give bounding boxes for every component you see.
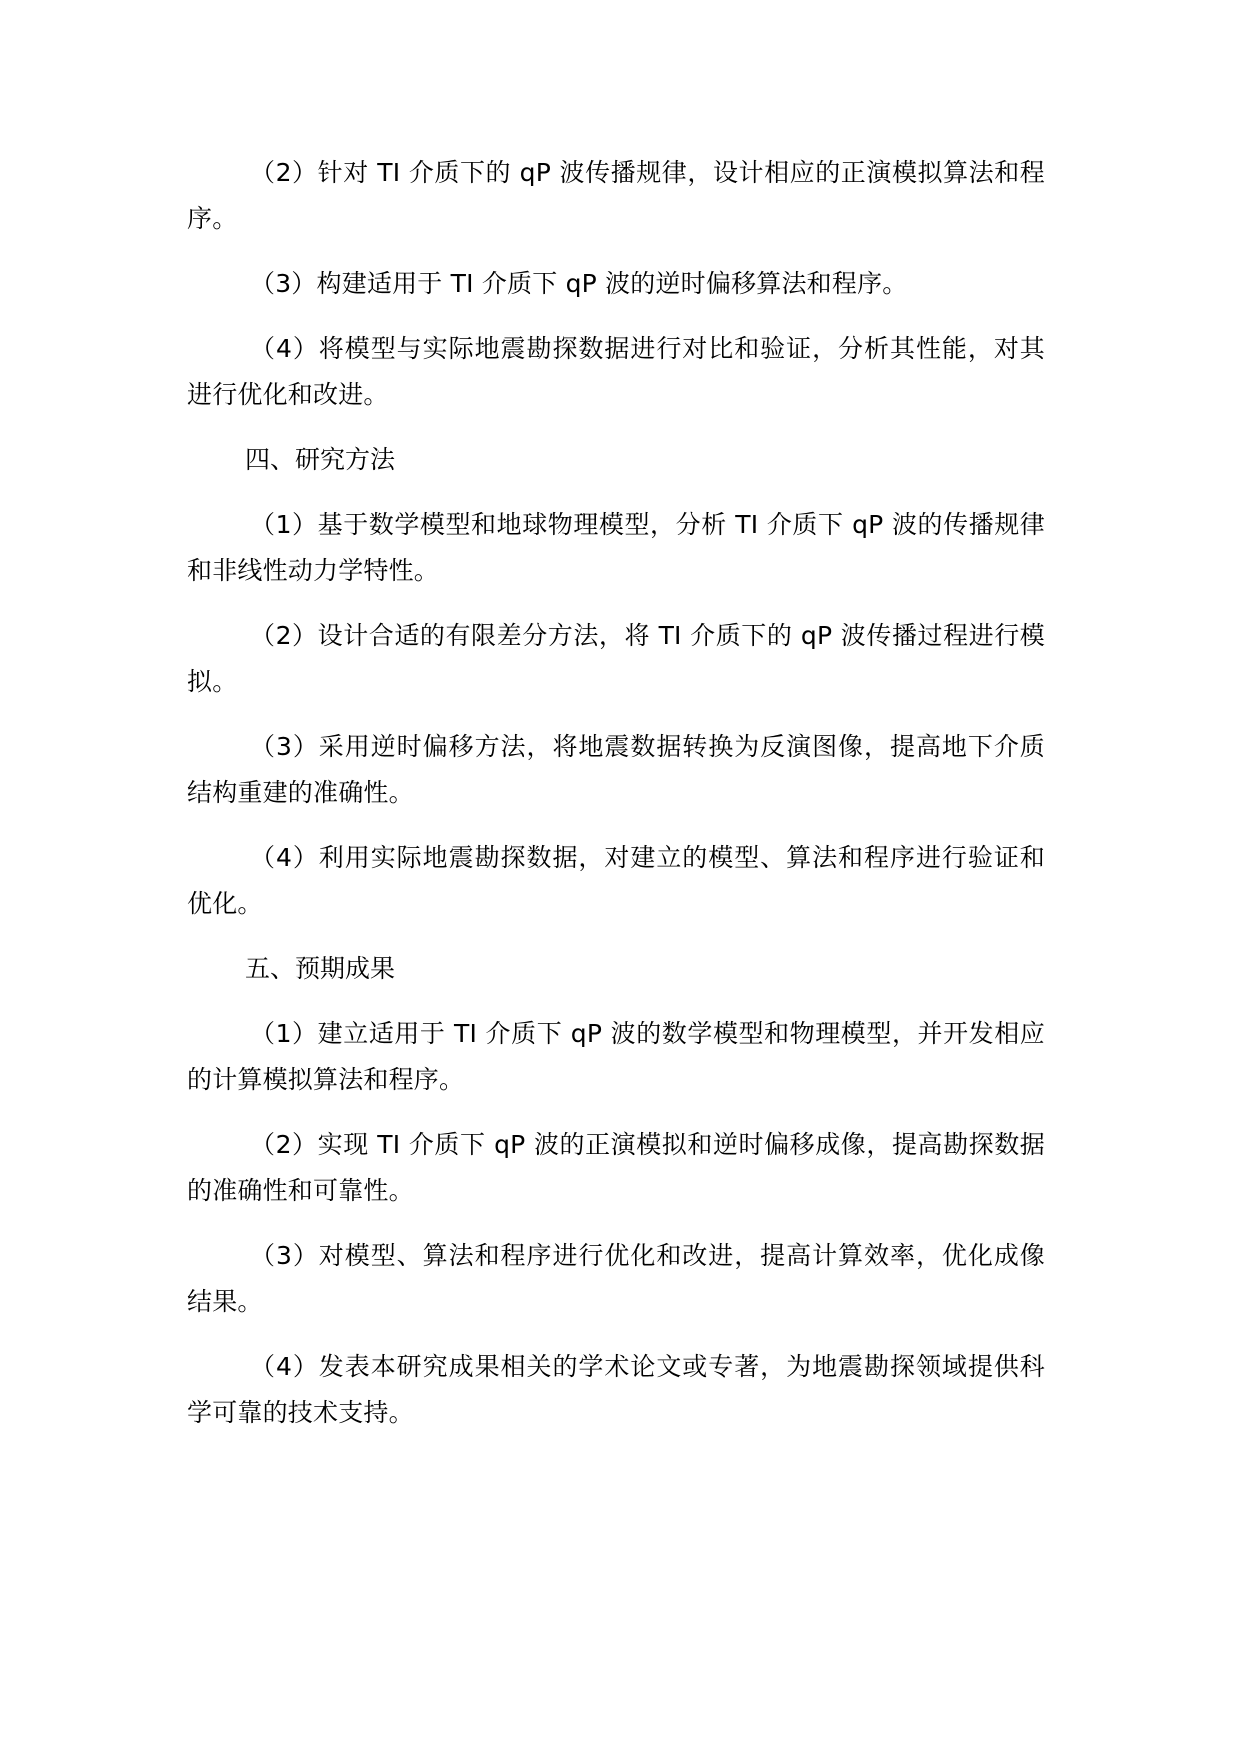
list-item: （3）构建适用于 TI 介质下 qP 波的逆时偏移算法和程序。: [250, 269, 908, 298]
list-item: （1）建立适用于 TI 介质下 qP 波的数学模型和物理模型，并开发相应的计算模拟算法和程序。: [187, 1019, 1045, 1094]
list-item: （3）对模型、算法和程序进行优化和改进，提高计算效率，优化成像结果。: [187, 1241, 1045, 1316]
list-item: （3）采用逆时偏移方法，将地震数据转换为反演图像，提高地下介质结构重建的准确性。: [187, 732, 1045, 807]
list-item: （4）利用实际地震勘探数据，对建立的模型、算法和程序进行验证和优化。: [187, 843, 1045, 918]
list-item: （1）基于数学模型和地球物理模型，分析 TI 介质下 qP 波的传播规律和非线性动力学特性。: [187, 510, 1045, 585]
section-heading-research-methods: 四、研究方法: [245, 445, 396, 474]
list-item: （2）实现 TI 介质下 qP 波的正演模拟和逆时偏移成像，提高勘探数据的准确性和可靠性。: [187, 1130, 1045, 1205]
list-item: （4）将模型与实际地震勘探数据进行对比和验证，分析其性能，对其进行优化和改进。: [187, 334, 1045, 409]
section-heading-expected-results: 五、预期成果: [245, 954, 396, 983]
list-item: （2）针对 TI 介质下的 qP 波传播规律，设计相应的正演模拟算法和程序。: [187, 158, 1045, 233]
list-item: （4）发表本研究成果相关的学术论文或专著，为地震勘探领域提供科学可靠的技术支持。: [187, 1352, 1045, 1427]
document-body: [187, 150, 1045, 1455]
list-item: （2）设计合适的有限差分方法，将 TI 介质下的 qP 波传播过程进行模拟。: [187, 621, 1045, 696]
